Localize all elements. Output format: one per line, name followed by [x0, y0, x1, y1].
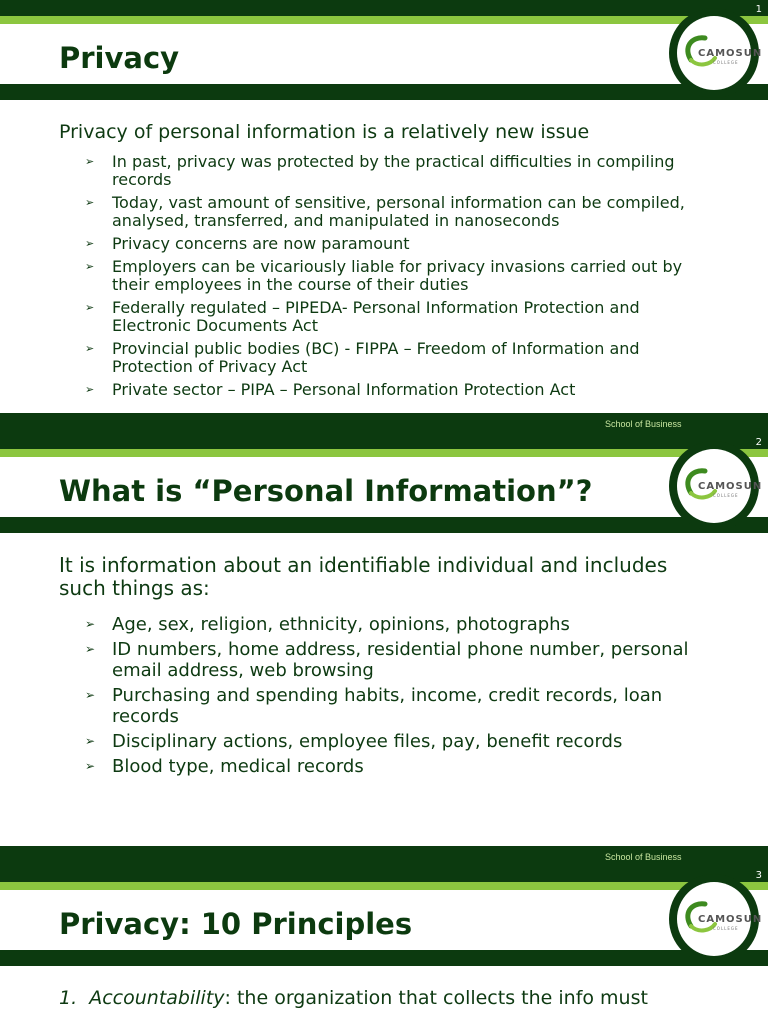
svg-text:CAMOSUN: CAMOSUN	[698, 48, 763, 59]
list-item: ➢ Age, sex, religion, ethnicity, opinions, photographs	[85, 614, 570, 635]
title-underline-bar	[0, 517, 768, 533]
list-item: ➢ Privacy concerns are now paramount	[85, 234, 410, 253]
arrow-bullet-icon: ➢	[85, 155, 95, 168]
top-dark-bar	[0, 866, 768, 882]
principle-number: 1.	[59, 987, 78, 1009]
list-item: ➢ Disciplinary actions, employee files, pay, benefit records	[85, 731, 623, 752]
list-item: ➢ Federally regulated – PIPEDA- Personal Information Protection and Electronic Documents Act	[85, 298, 640, 335]
principle-text: : the organization that collects the info must	[224, 987, 648, 1009]
svg-text:CAMOSUN: CAMOSUN	[698, 914, 763, 925]
list-item: ➢ Provincial public bodies (BC) - FIPPA – Freedom of Information and Protection of Privacy Act	[85, 339, 640, 376]
svg-text:COLLEGE: COLLEGE	[713, 60, 739, 65]
arrow-bullet-icon: ➢	[85, 734, 96, 748]
principle-term: Accountability	[89, 987, 225, 1009]
slide-title: Privacy: 10 Principles	[59, 907, 413, 941]
title-underline-bar	[0, 950, 768, 966]
list-item: ➢ Purchasing and spending habits, income, credit records, loan records	[85, 685, 663, 727]
title-underline-bar	[0, 84, 768, 100]
slide-content	[59, 554, 718, 781]
slide-3	[0, 866, 768, 1024]
list-item: ➢ In past, privacy was protected by the practical difficulties in compiling records	[85, 152, 675, 189]
top-light-bar	[0, 449, 768, 457]
slide-lead: It is information about an identifiable individual and includes such things as:	[59, 553, 668, 600]
camosun-logo-icon	[669, 441, 763, 531]
slide-content	[59, 987, 718, 1009]
arrow-bullet-icon: ➢	[85, 642, 96, 656]
list-item: ➢ Private sector – PIPA – Personal Information Protection Act	[85, 380, 576, 399]
slide-2	[0, 433, 768, 866]
footer-label: School of Business	[605, 419, 682, 429]
slide-1	[0, 0, 768, 433]
slide-lead: Privacy of personal information is a relatively new issue	[59, 121, 590, 143]
top-light-bar	[0, 882, 768, 890]
top-dark-bar	[0, 0, 768, 16]
camosun-logo-icon	[669, 8, 763, 98]
arrow-bullet-icon: ➢	[85, 342, 95, 355]
arrow-bullet-icon: ➢	[85, 383, 95, 396]
footer-label: School of Business	[605, 852, 682, 862]
arrow-bullet-icon: ➢	[85, 617, 96, 631]
list-item: ➢ Blood type, medical records	[85, 756, 364, 777]
bullet-list	[59, 153, 718, 399]
slide-title: Privacy	[59, 41, 180, 75]
arrow-bullet-icon: ➢	[85, 759, 96, 773]
camosun-logo-icon	[669, 874, 763, 964]
arrow-bullet-icon: ➢	[85, 688, 96, 702]
slide-number: 3	[755, 870, 762, 881]
slide-number: 1	[755, 4, 762, 15]
slide-title: What is “Personal Information”?	[59, 474, 593, 508]
arrow-bullet-icon: ➢	[85, 301, 95, 314]
bullet-list	[59, 614, 718, 777]
arrow-bullet-icon: ➢	[85, 260, 95, 273]
arrow-bullet-icon: ➢	[85, 237, 95, 250]
svg-text:COLLEGE: COLLEGE	[713, 926, 739, 931]
slide-number: 2	[755, 437, 762, 448]
svg-text:CAMOSUN: CAMOSUN	[698, 481, 763, 492]
arrow-bullet-icon: ➢	[85, 196, 95, 209]
top-light-bar	[0, 16, 768, 24]
svg-text:COLLEGE: COLLEGE	[713, 493, 739, 498]
slide-lead	[59, 987, 718, 1009]
list-item: ➢ Today, vast amount of sensitive, personal information can be compiled, analysed, transferred, and manipulated in nanoseconds	[85, 193, 685, 230]
top-dark-bar	[0, 433, 768, 449]
slide-content	[59, 121, 718, 404]
list-item: ➢ Employers can be vicariously liable for privacy invasions carried out by their employees in the course of their duties	[85, 257, 683, 294]
list-item: ➢ ID numbers, home address, residential phone number, personal email address, web browsing	[85, 639, 689, 681]
